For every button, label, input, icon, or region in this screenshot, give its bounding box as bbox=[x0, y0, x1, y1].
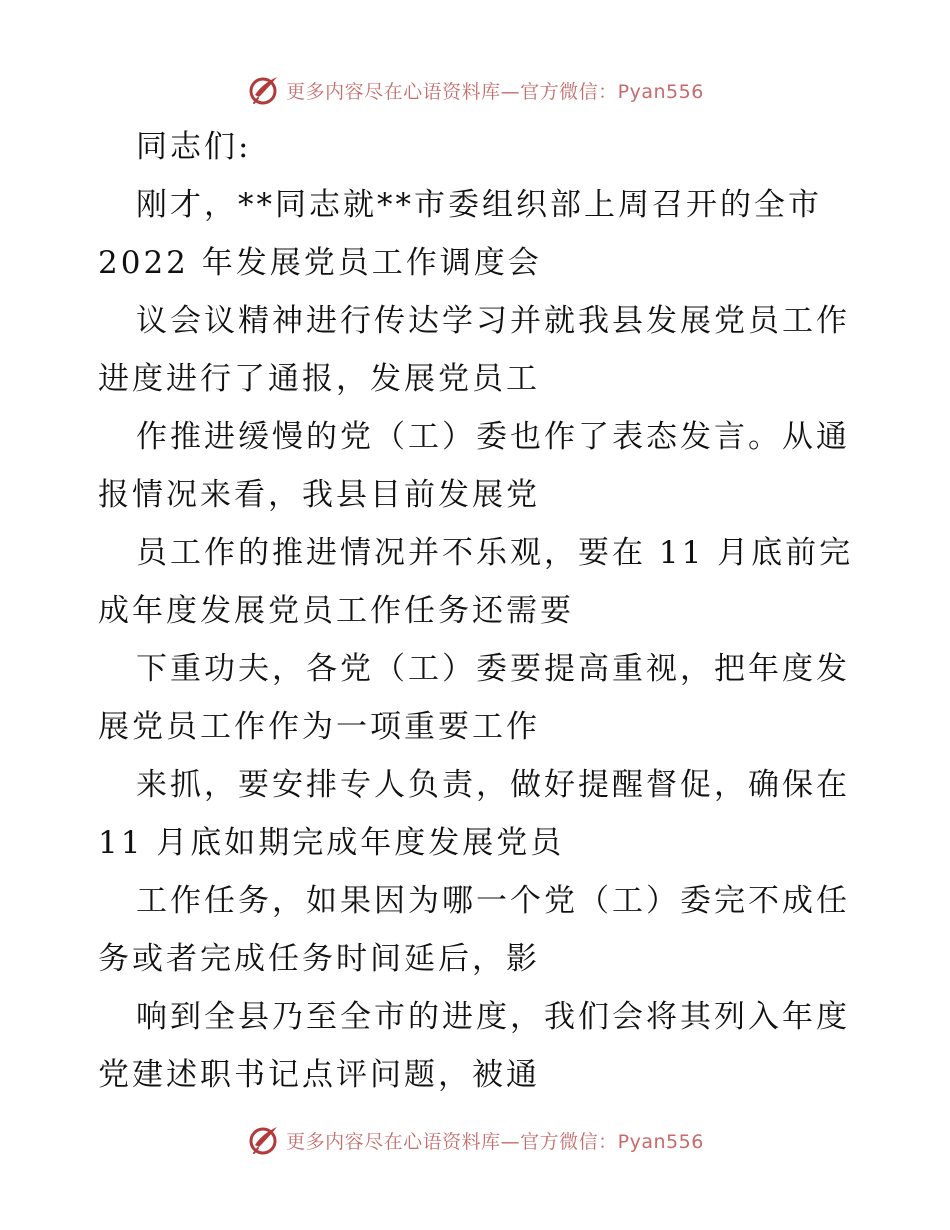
text-line: 刚才，**同志就**市委组织部上周召开的全市 bbox=[136, 187, 822, 223]
text-line: 党建述职书记点评问题，被通 bbox=[98, 1057, 540, 1093]
watermark-text: 更多内容尽在心语资料库—官方微信：Pyan556 bbox=[286, 1130, 704, 1153]
text-line: 下重功夫，各党（工）委要提高重视，把年度发 bbox=[136, 651, 850, 687]
text-line: 进度进行了通报，发展党员工 bbox=[98, 361, 540, 397]
text-line: 11 月底如期完成年度发展党员 bbox=[98, 825, 565, 861]
text-line: 成年度发展党员工作任务还需要 bbox=[98, 593, 574, 629]
text-line: 2022 年发展党员工作调度会 bbox=[98, 245, 542, 281]
text-line: 响到全县乃至全市的进度，我们会将其列入年度 bbox=[136, 999, 850, 1035]
quill-logo-icon bbox=[246, 1123, 280, 1157]
text-line: 工作任务，如果因为哪一个党（工）委完不成任 bbox=[136, 883, 850, 919]
text-line: 作推进缓慢的党（工）委也作了表态发言。从通 bbox=[136, 419, 850, 455]
text-line: 展党员工作作为一项重要工作 bbox=[98, 709, 540, 745]
text-line: 来抓，要安排专人负责，做好提醒督促，确保在 bbox=[136, 767, 850, 803]
text-line: 务或者完成任务时间延后，影 bbox=[98, 941, 540, 977]
text-line: 议会议精神进行传达学习并就我县发展党员工作 bbox=[136, 303, 850, 339]
text-line: 同志们: bbox=[136, 129, 252, 165]
text-line: 报情况来看，我县目前发展党 bbox=[98, 477, 540, 513]
quill-logo-icon bbox=[246, 73, 280, 107]
header-watermark bbox=[0, 70, 950, 110]
text-line: 员工作的推进情况并不乐观，要在 11 月底前完 bbox=[136, 535, 854, 571]
watermark-text: 更多内容尽在心语资料库—官方微信：Pyan556 bbox=[286, 80, 704, 103]
footer-watermark bbox=[0, 1120, 950, 1160]
document-body bbox=[98, 118, 868, 1104]
